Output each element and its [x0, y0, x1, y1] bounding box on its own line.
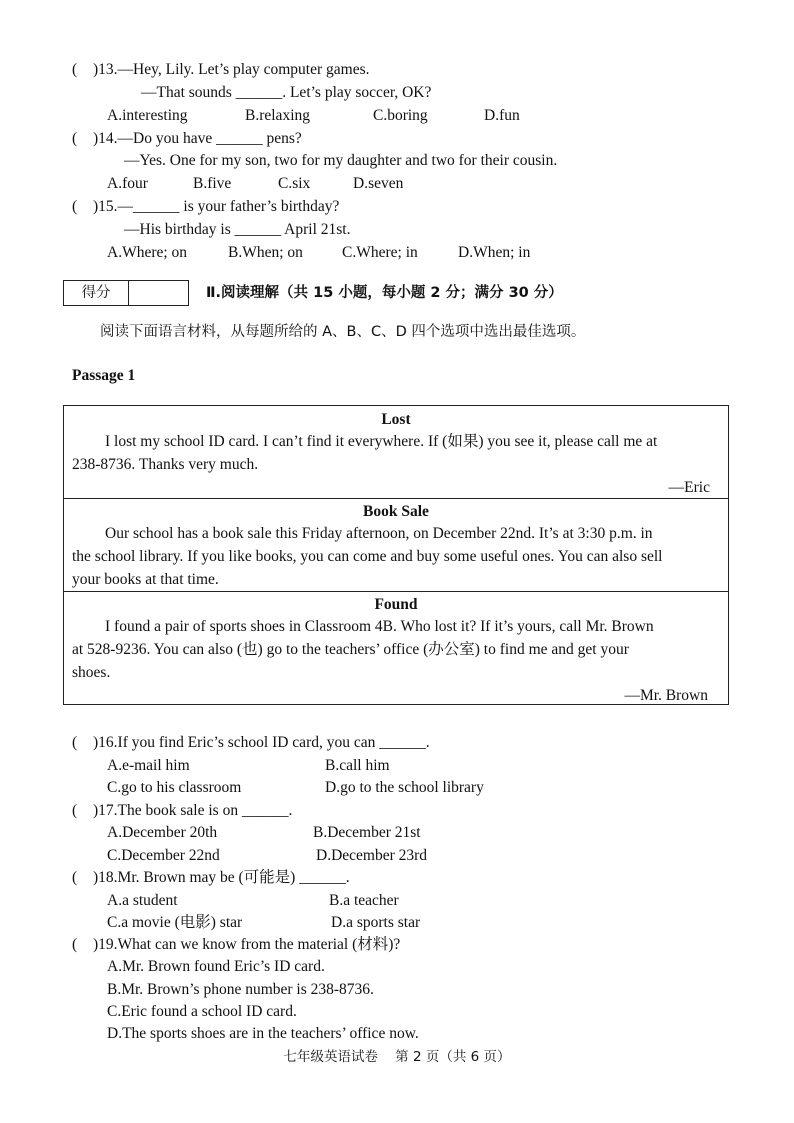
answer-bracket[interactable]: (: [72, 61, 78, 78]
option-c: C.go to his classroom: [107, 779, 242, 796]
option-d: D.fun: [484, 107, 520, 124]
notice-line: I found a pair of sports shoes in Classroom 4B. Who lost it? If it’s yours, call Mr. Brown: [105, 618, 654, 635]
option-a: A.December 20th: [107, 824, 218, 841]
score-field[interactable]: [129, 281, 188, 305]
option-c: C.Where; in: [342, 244, 418, 261]
notice-line: I lost my school ID card. I can’t find it everywhere. If (如果) you see it, please call me at: [105, 433, 658, 450]
notice-title: Book Sale: [363, 503, 429, 520]
option-a: A.Mr. Brown found Eric’s ID card.: [107, 958, 325, 975]
option-b: B.a teacher: [329, 892, 399, 909]
option-a: A.interesting: [107, 107, 188, 124]
question-line-2: —Yes. One for my son, two for my daughter and two for their cousin.: [124, 152, 558, 169]
divider: [64, 498, 728, 499]
notice-title: Lost: [381, 411, 411, 428]
answer-bracket[interactable]: (: [72, 869, 78, 886]
option-c: C.December 22nd: [107, 847, 220, 864]
question-stem: )16.If you find Eric’s school ID card, you can ______.: [93, 734, 430, 751]
question-stem: )13.—Hey, Lily. Let’s play computer games.: [93, 61, 370, 78]
option-c: C.a movie (电影) star: [107, 914, 243, 931]
section-instruction: 阅读下面语言材料，从每题所给的 A、B、C、D 四个选项中选出最佳选项。: [100, 324, 586, 340]
notices-box: [63, 405, 729, 705]
score-label: 得分: [81, 285, 111, 301]
notice-signature: —Mr. Brown: [624, 687, 708, 704]
answer-bracket[interactable]: (: [72, 802, 78, 819]
notice-title: Found: [374, 596, 418, 613]
option-c: C.Eric found a school ID card.: [107, 1003, 297, 1020]
option-a: A.a student: [107, 892, 178, 909]
notice-line: your books at that time.: [72, 571, 219, 588]
notice-line: shoes.: [72, 664, 111, 681]
section-heading: Ⅱ.阅读理解（共 15 小题，每小题 2 分；满分 30 分）: [206, 285, 563, 301]
option-d: D.December 23rd: [316, 847, 428, 864]
option-d: D.When; in: [458, 244, 531, 261]
option-b: B.relaxing: [245, 107, 310, 124]
question-line-2: —That sounds ______. Let’s play soccer, OK?: [141, 84, 432, 101]
question-stem: )18.Mr. Brown may be (可能是) ______.: [93, 869, 350, 886]
notice-line: 238-8736. Thanks very much.: [72, 456, 259, 473]
notice-line: Our school has a book sale this Friday afternoon, on December 22nd. It’s at 3:30 p.m. in: [105, 525, 653, 542]
notice-line: at 528-9236. You can also (也) go to the teachers’ office (办公室) to find me and get your: [72, 641, 629, 658]
option-d: D.a sports star: [331, 914, 421, 931]
option-b: B.Mr. Brown’s phone number is 238-8736.: [107, 981, 374, 998]
page-footer: 七年级英语试卷 第 2 页（共 6 页）: [283, 1049, 511, 1065]
option-b: B.five: [193, 175, 232, 192]
option-a: A.Where; on: [107, 244, 188, 261]
score-box: [63, 280, 189, 306]
question-stem: )17.The book sale is on ______.: [93, 802, 293, 819]
option-c: C.six: [278, 175, 311, 192]
option-a: A.e-mail him: [107, 757, 190, 774]
passage-title: Passage 1: [72, 367, 136, 384]
divider: [64, 591, 728, 592]
answer-bracket[interactable]: (: [72, 936, 78, 953]
option-b: B.call him: [325, 757, 390, 774]
answer-bracket[interactable]: (: [72, 130, 78, 147]
question-stem: )15.—______ is your father’s birthday?: [93, 198, 340, 215]
option-c: C.boring: [373, 107, 428, 124]
option-b: B.When; on: [228, 244, 303, 261]
option-d: D.go to the school library: [325, 779, 484, 796]
option-d: D.seven: [353, 175, 404, 192]
question-stem: )19.What can we know from the material (材料)?: [93, 936, 401, 953]
question-line-2: —His birthday is ______ April 21st.: [124, 221, 351, 238]
question-stem: )14.—Do you have ______ pens?: [93, 130, 302, 147]
answer-bracket[interactable]: (: [72, 734, 78, 751]
option-d: D.The sports shoes are in the teachers’ office now.: [107, 1025, 419, 1042]
option-a: A.four: [107, 175, 148, 192]
answer-bracket[interactable]: (: [72, 198, 78, 215]
notice-signature: —Eric: [668, 479, 710, 496]
option-b: B.December 21st: [313, 824, 421, 841]
notice-line: the school library. If you like books, you can come and buy some useful ones. You can also sell: [72, 548, 663, 565]
